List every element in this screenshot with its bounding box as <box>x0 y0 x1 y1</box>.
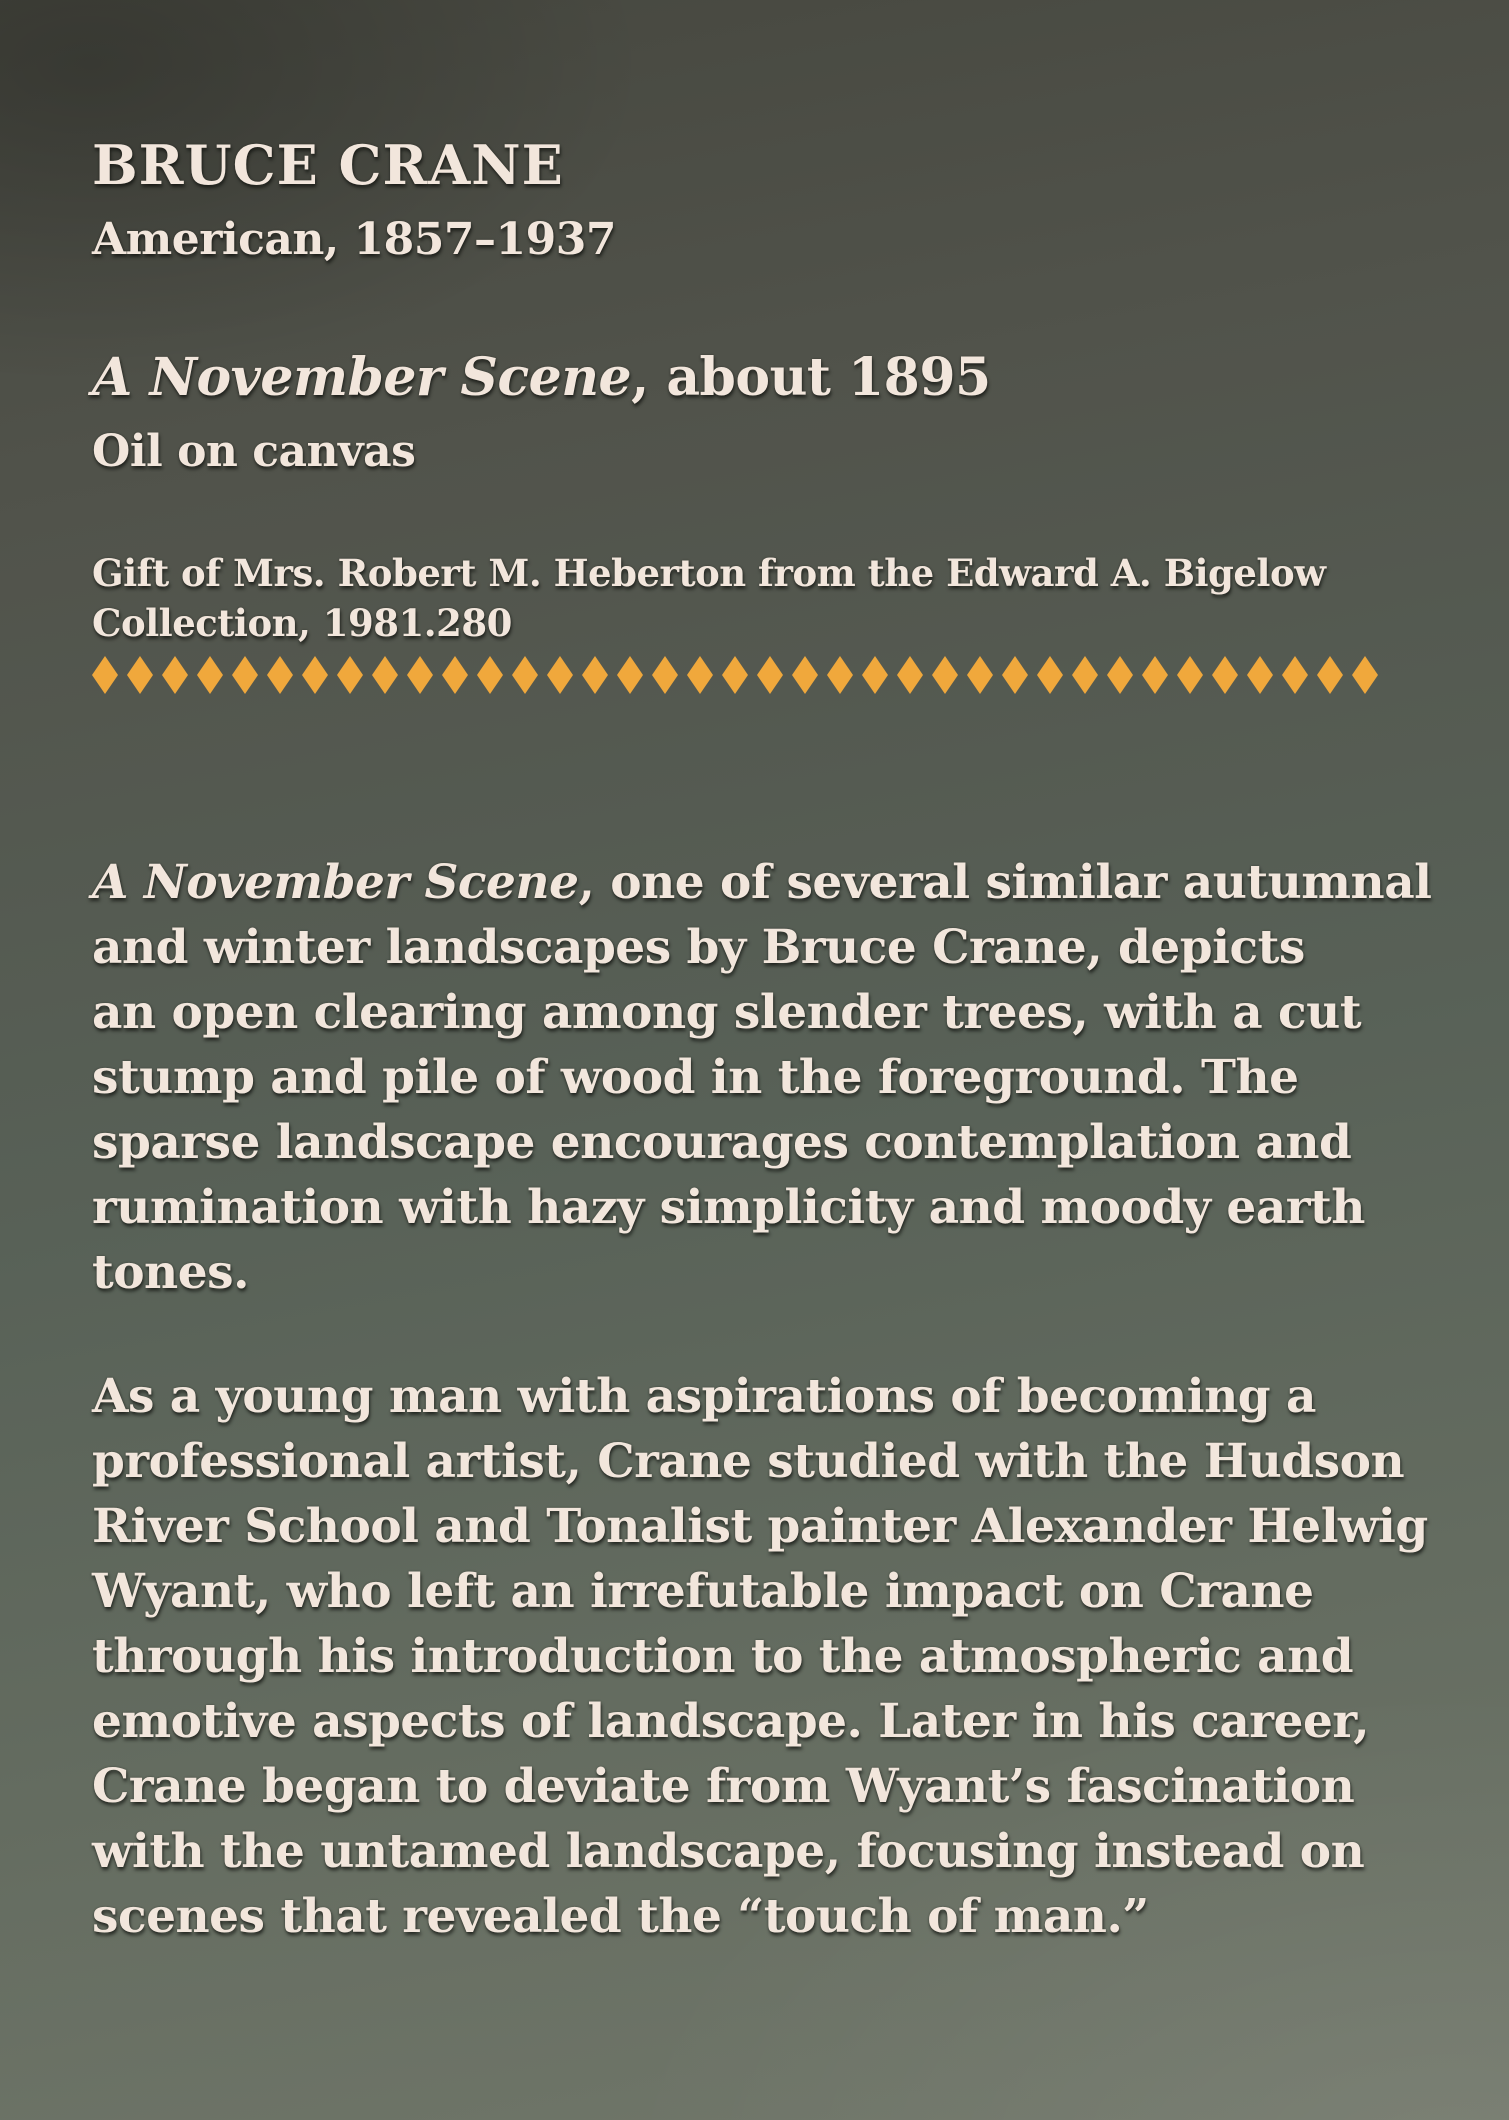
text-line <box>92 850 1432 915</box>
diamond-icon <box>1282 656 1308 694</box>
diamond-icon <box>512 656 538 694</box>
text-line <box>92 1624 1428 1689</box>
body-text: rumination with hazy simplicity and moody earth <box>92 1180 1365 1235</box>
artwork-date: , about 1895 <box>631 347 991 408</box>
diamond-icon <box>372 656 398 694</box>
text-line <box>92 1884 1428 1949</box>
text-line <box>92 1240 1432 1305</box>
diamond-icon <box>1107 656 1133 694</box>
diamond-icon <box>792 656 818 694</box>
diamond-icon <box>1247 656 1273 694</box>
text-line <box>92 1364 1428 1429</box>
body-text: emotive aspects of landscape. Later in his career, <box>92 1694 1370 1749</box>
text-line <box>92 1494 1428 1559</box>
credit-line <box>92 548 1326 648</box>
body-text: stump and pile of wood in the foreground. The <box>92 1050 1299 1105</box>
italic-title-text: A November Scene <box>92 855 579 910</box>
body-text: and winter landscapes by Bruce Crane, depicts <box>92 920 1305 975</box>
diamond-icon <box>302 656 328 694</box>
body-text: sparse landscape encourages contemplation and <box>92 1115 1352 1170</box>
body-text: with the untamed landscape, focusing instead on <box>92 1824 1365 1879</box>
diamond-separator <box>92 656 1378 694</box>
artwork-title-line <box>92 347 991 408</box>
diamond-icon <box>267 656 293 694</box>
diamond-icon <box>407 656 433 694</box>
diamond-icon <box>197 656 223 694</box>
diamond-icon <box>897 656 923 694</box>
body-text: an open clearing among slender trees, with a cut <box>92 985 1362 1040</box>
diamond-icon <box>162 656 188 694</box>
diamond-icon <box>582 656 608 694</box>
credit-line-1: Gift of Mrs. Robert M. Heberton from the Edward A. Bigelow <box>92 551 1326 595</box>
diamond-icon <box>1352 656 1378 694</box>
text-line <box>92 1689 1428 1754</box>
credit-line-2: Collection, 1981.280 <box>92 601 512 645</box>
diamond-icon <box>1142 656 1168 694</box>
text-line <box>92 1110 1432 1175</box>
text-line <box>92 915 1432 980</box>
diamond-icon <box>1037 656 1063 694</box>
description-paragraph-2 <box>92 1364 1428 1949</box>
text-line <box>92 1045 1432 1110</box>
text-line <box>92 1175 1432 1240</box>
text-line <box>92 1754 1428 1819</box>
artist-dates: American, 1857–1937 <box>92 214 616 265</box>
diamond-icon <box>337 656 363 694</box>
body-text: As a young man with aspirations of becoming a <box>92 1369 1316 1424</box>
diamond-icon <box>967 656 993 694</box>
body-text: Crane began to deviate from Wyant’s fascination <box>92 1759 1355 1814</box>
diamond-icon <box>1002 656 1028 694</box>
text-line <box>92 980 1432 1045</box>
artwork-medium: Oil on canvas <box>92 426 416 477</box>
body-text: , one of several similar autumnal <box>578 855 1432 910</box>
text-line <box>92 1429 1428 1494</box>
diamond-icon <box>862 656 888 694</box>
diamond-icon <box>232 656 258 694</box>
diamond-icon <box>547 656 573 694</box>
diamond-icon <box>617 656 643 694</box>
diamond-icon <box>1212 656 1238 694</box>
body-text: professional artist, Crane studied with the Hudson <box>92 1434 1405 1489</box>
diamond-icon <box>127 656 153 694</box>
diamond-icon <box>722 656 748 694</box>
description-paragraph-1 <box>92 850 1432 1305</box>
diamond-icon <box>1317 656 1343 694</box>
diamond-icon <box>477 656 503 694</box>
body-text: scenes that revealed the “touch of man.” <box>92 1889 1149 1944</box>
body-text: River School and Tonalist painter Alexander Helwig <box>92 1499 1428 1554</box>
body-text: through his introduction to the atmospheric and <box>92 1629 1354 1684</box>
artwork-title: A November Scene <box>92 347 632 408</box>
text-line <box>92 1559 1428 1624</box>
diamond-icon <box>757 656 783 694</box>
artist-name: BRUCE CRANE <box>92 133 564 197</box>
diamond-icon <box>827 656 853 694</box>
text-line <box>92 1819 1428 1884</box>
diamond-icon <box>932 656 958 694</box>
diamond-icon <box>1177 656 1203 694</box>
diamond-icon <box>1072 656 1098 694</box>
diamond-icon <box>652 656 678 694</box>
body-text: tones. <box>92 1245 249 1300</box>
diamond-icon <box>92 656 118 694</box>
diamond-icon <box>442 656 468 694</box>
diamond-icon <box>687 656 713 694</box>
body-text: Wyant, who left an irrefutable impact on Crane <box>92 1564 1314 1619</box>
